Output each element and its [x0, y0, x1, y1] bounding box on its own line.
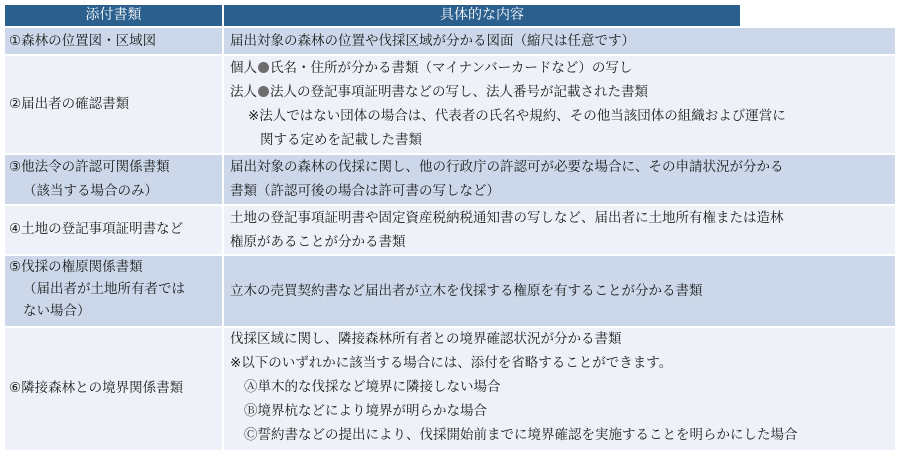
- row1-details: 届出対象の森林の位置や伐採区域が分かる図面（縮尺は任意です）: [224, 28, 895, 54]
- corporation-line: 法人 法人の登記事項証明書などの写し、法人番号が記載された書類: [230, 84, 648, 100]
- row2-details: 個人 氏名・住所が分かる書類（マイナンバーカードなど）の写し 法人 法人の登記事項証明書などの写し、法人番号が記載された書類 ※法人ではない団体の場合は、代表者の氏名や規約、その他当該団体の組織および運営に 関する定めを記載した書類: [224, 56, 895, 153]
- row1-attachment: ①森林の位置図・区域図: [5, 28, 222, 54]
- table-row: [5, 56, 895, 153]
- row5-attachment: ⑤伐採の権原関係書類 （届出者が土地所有者では ない場合）: [5, 256, 222, 326]
- row3-details: 届出対象の森林の伐採に関し、他の行政庁の許認可が必要な場合に、その申請状況が分かる 書類（許認可後の場合は許可書の写しなど）: [224, 155, 895, 204]
- table-row: [5, 206, 895, 254]
- table-row: [5, 328, 895, 450]
- bullet-dot-icon: [258, 62, 269, 73]
- bullet-dot-icon: [258, 86, 269, 97]
- row3-attachment: ③他法令の許認可関係書類 （該当する場合のみ）: [5, 155, 222, 204]
- header-details: 具体的な内容: [224, 5, 740, 26]
- row4-details: 土地の登記事項証明書や固定資産税納税通知書の写しなど、届出者に土地所有権または造林 権原があることが分かる書類: [224, 206, 895, 254]
- row4-attachment: ④土地の登記事項証明書など: [5, 206, 222, 254]
- header-attachment: 添付書類: [5, 5, 222, 26]
- individual-line: 個人 氏名・住所が分かる書類（マイナンバーカードなど）の写し: [230, 60, 633, 76]
- table-row: [5, 28, 895, 54]
- table-row: [5, 155, 895, 204]
- table-row: [5, 256, 895, 326]
- row6-details: 伐採区域に関し、隣接森林所有者との境界確認状況が分かる書類 ※以下のいずれかに該当する場合には、添付を省略することができます。 Ⓐ単木的な伐採など境界に隣接しない場合 Ⓑ境界杭などにより境界が明らかな場合 Ⓒ誓約書などの提出により、伐採開始前までに境界確認を実施することを明らかにした場合: [224, 328, 895, 450]
- row6-attachment: ⑥隣接森林との境界関係書類: [5, 328, 222, 450]
- row5-details: 立木の売買契約書など届出者が立木を伐採する権原を有することが分かる書類: [224, 256, 895, 326]
- row2-attachment: ②届出者の確認書類: [5, 56, 222, 153]
